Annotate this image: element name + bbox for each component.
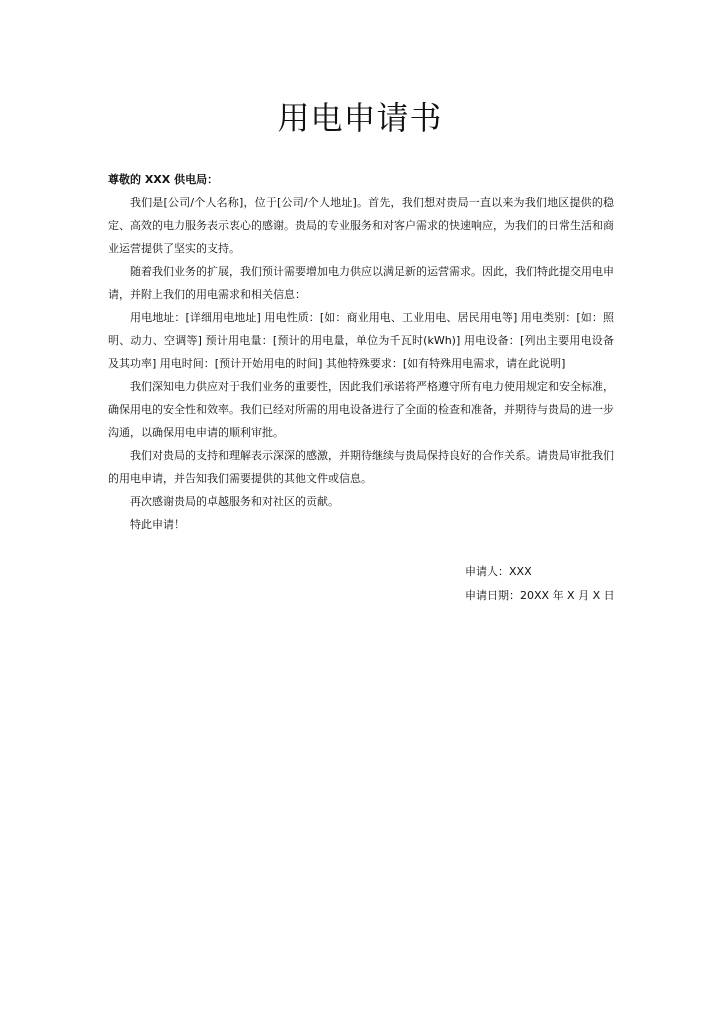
signature-block bbox=[465, 560, 685, 608]
paragraph-thanks: 再次感谢贵局的卓越服务和对社区的贡献。 bbox=[130, 495, 339, 508]
paragraph-gratitude: 我们对贵局的支持和理解表示深深的感激，并期待继续与贵局保持良好的合作关系。请贵局审批我们的用电申请，并告知我们需要提供的其他文件或信息。 bbox=[108, 449, 614, 485]
document-title: 用电申请书 bbox=[277, 99, 443, 137]
paragraph-request: 随着我们业务的扩展，我们预计需要增加电力供应以满足新的运营需求。因此，我们特此提交用电申请，并附上我们的用电需求和相关信息： bbox=[108, 265, 614, 301]
salutation: 尊敬的 XXX 供电局： bbox=[108, 173, 219, 186]
applicant-line: 申请人：XXX bbox=[465, 565, 532, 578]
paragraph-introduction: 我们是[公司/个人名称]，位于[公司/个人地址]。首先，我们想对贵局一直以来为我们地区提供的稳定、高效的电力服务表示衷心的感谢。贵局的专业服务和对客户需求的快速响应，为我们的日常生活和商业运营提供了坚实的支持。 bbox=[108, 196, 614, 255]
paragraph-commitment: 我们深知电力供应对于我们业务的重要性，因此我们承诺将严格遵守所有电力使用规定和安全标准，确保用电的安全性和效率。我们已经对所需的用电设备进行了全面的检查和准备，并期待与贵局的进一步沟通，以确保用电申请的顺利审批。 bbox=[108, 380, 614, 439]
paragraph-closing: 特此申请！ bbox=[130, 518, 185, 531]
application-date-line: 申请日期：20XX 年 X 月 X 日 bbox=[465, 589, 615, 602]
document-body bbox=[108, 168, 614, 536]
paragraph-usage-details: 用电地址：[详细用电地址] 用电性质：[如：商业用电、工业用电、居民用电等] 用电类别：[如：照明、动力、空调等] 预计用电量：[预计的用电量，单位为千瓦时(kWh)] 用电设备：[列出主要用电设备及其功率] 用电时间：[预计开始用电的时间] 其他特殊要求：[如有特殊用电需求，请在此说明] bbox=[108, 311, 614, 370]
